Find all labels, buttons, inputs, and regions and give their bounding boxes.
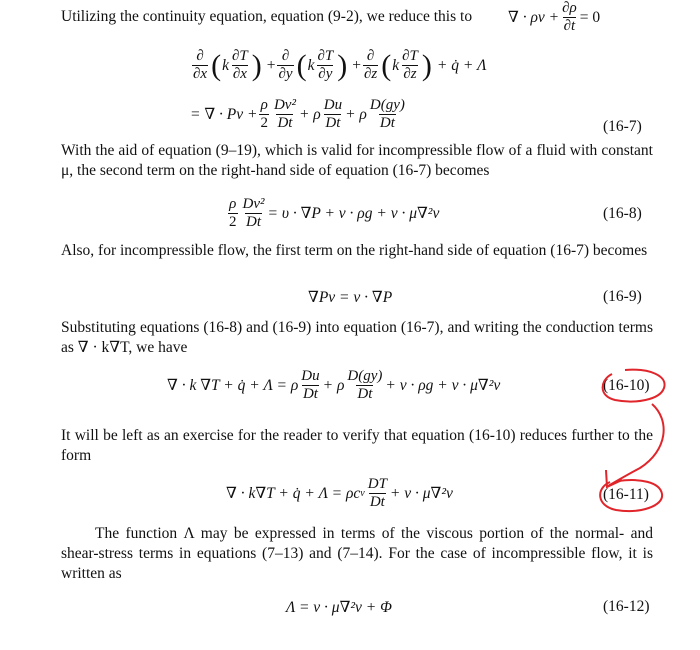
denominator: Dt	[357, 386, 373, 402]
eq-term: + ρ	[322, 376, 345, 394]
fraction	[561, 0, 578, 35]
eq-term: Λ = v · μ∇²v + Φ	[286, 599, 392, 616]
fraction	[401, 48, 419, 83]
paragraph: Also, for incompressible flow, the first term on the right-hand side of equation (16-7) becomes	[61, 242, 648, 259]
equation-number: (16-9)	[603, 288, 642, 305]
continuity-equation	[508, 0, 600, 35]
numerator: ∂	[196, 48, 204, 64]
eq-term: + q̇ + Λ	[436, 56, 487, 74]
numerator: ∂ρ	[562, 0, 577, 16]
numerator: Du	[323, 97, 343, 113]
denominator: ∂y	[318, 66, 333, 82]
paragraph: The function Λ may be expressed in terms of the viscous portion of the normal- and shear-stress terms in equations (7–13) and (7–14). For the case of incompressible flow, it is written as	[61, 525, 653, 582]
denominator: Dt	[277, 115, 293, 131]
denominator: ∂x	[193, 66, 208, 82]
denominator: Dt	[302, 386, 318, 402]
eq-term: +	[266, 56, 276, 74]
eq-term: ∇ · k ∇T + q̇ + Λ = ρ	[167, 377, 299, 394]
numerator: ρ	[229, 196, 237, 212]
equation-16-7	[190, 97, 408, 132]
eq-term: + ρ	[345, 105, 367, 123]
equation-16-12	[286, 598, 392, 617]
paren: )	[337, 48, 348, 82]
numerator: Du	[301, 368, 320, 384]
numerator: ∂T	[231, 48, 248, 64]
eq-term: + v · ρg + v · μ∇²v	[385, 377, 501, 394]
eq-term: ∇ · k∇T + q̇ + Λ = ρc	[226, 485, 361, 502]
equation-16-11	[226, 476, 453, 511]
numerator: Dv²	[273, 97, 296, 113]
fraction	[369, 97, 406, 132]
eq-term: = υ · ∇P + v · ρg + v · μ∇²v	[267, 205, 440, 222]
eq-term: k	[392, 56, 400, 74]
denominator: Dt	[325, 115, 341, 131]
eq-term: k	[222, 56, 229, 74]
fraction	[367, 476, 388, 511]
numerator: D(gy)	[347, 368, 383, 384]
denominator: Dt	[379, 115, 395, 131]
eq-term: ∇Pv = v · ∇P	[308, 289, 393, 306]
paren: (	[296, 48, 307, 82]
denominator: ∂t	[563, 18, 576, 34]
denominator: ∂y	[278, 66, 293, 82]
energy-equation-top	[190, 48, 487, 83]
eq-term: k	[307, 56, 315, 74]
denominator: ∂z	[363, 66, 378, 82]
fraction	[273, 97, 297, 132]
eq-term: + v · μ∇²v	[389, 485, 453, 502]
fraction	[231, 48, 249, 83]
equation-16-8	[226, 196, 439, 231]
paragraph: With the aid of equation (9–19), which is valid for incompressible flow of a fluid with constant μ, the second term on the right-hand side of equation (16-7) becomes	[61, 142, 653, 179]
denominator: Dt	[246, 214, 261, 230]
eq-term: = 0	[579, 8, 601, 26]
denominator: 2	[229, 214, 237, 230]
denominator: ∂z	[403, 66, 417, 82]
equation-number: (16-11)	[603, 486, 649, 503]
fraction	[228, 196, 238, 231]
fraction	[259, 97, 269, 132]
paren: )	[251, 48, 262, 82]
arrow-head-icon	[606, 470, 622, 487]
denominator: Dt	[369, 494, 385, 510]
eq-term: = ∇ · Pv +	[190, 106, 258, 123]
intro-text: Utilizing the continuity equation, equation (9-2), we reduce this to	[61, 8, 473, 25]
fraction	[346, 368, 383, 403]
eq-term: + ρ	[298, 105, 321, 123]
fraction	[363, 48, 378, 83]
equation-number: (16-12)	[603, 598, 650, 615]
subscript: v	[360, 488, 365, 499]
fraction	[242, 196, 266, 231]
denominator: 2	[260, 115, 268, 131]
numerator: DT	[367, 476, 387, 492]
numerator: Dv²	[242, 196, 265, 212]
paragraph: Substituting equations (16-8) and (16-9) into equation (16-7), and writing the conduction terms as ∇ · k∇T, we have	[61, 319, 653, 356]
paren: (	[381, 48, 392, 82]
fraction	[277, 48, 293, 83]
equation-number: (16-10)	[603, 377, 650, 394]
fraction	[316, 48, 334, 83]
numerator: ∂	[366, 48, 375, 64]
numerator: ρ	[260, 97, 268, 113]
eq-term: +	[352, 56, 361, 74]
fraction	[323, 97, 343, 132]
numerator: ∂T	[402, 48, 418, 64]
paren: (	[211, 48, 222, 82]
paragraph: It will be left as an exercise for the reader to verify that equation (16-10) reduces further to the form	[61, 427, 653, 464]
equation-16-9	[308, 288, 392, 307]
paren: )	[421, 48, 432, 82]
eq-term: ∇ · ρv +	[508, 9, 560, 26]
equation-16-10	[167, 368, 500, 403]
denominator: ∂x	[232, 66, 247, 82]
numerator: ∂	[281, 48, 290, 64]
fraction	[300, 368, 320, 403]
fraction	[192, 48, 208, 83]
equation-number: (16-7)	[603, 118, 642, 135]
numerator: ∂T	[317, 48, 334, 64]
numerator: D(gy)	[369, 97, 405, 113]
equation-number: (16-8)	[603, 205, 642, 222]
